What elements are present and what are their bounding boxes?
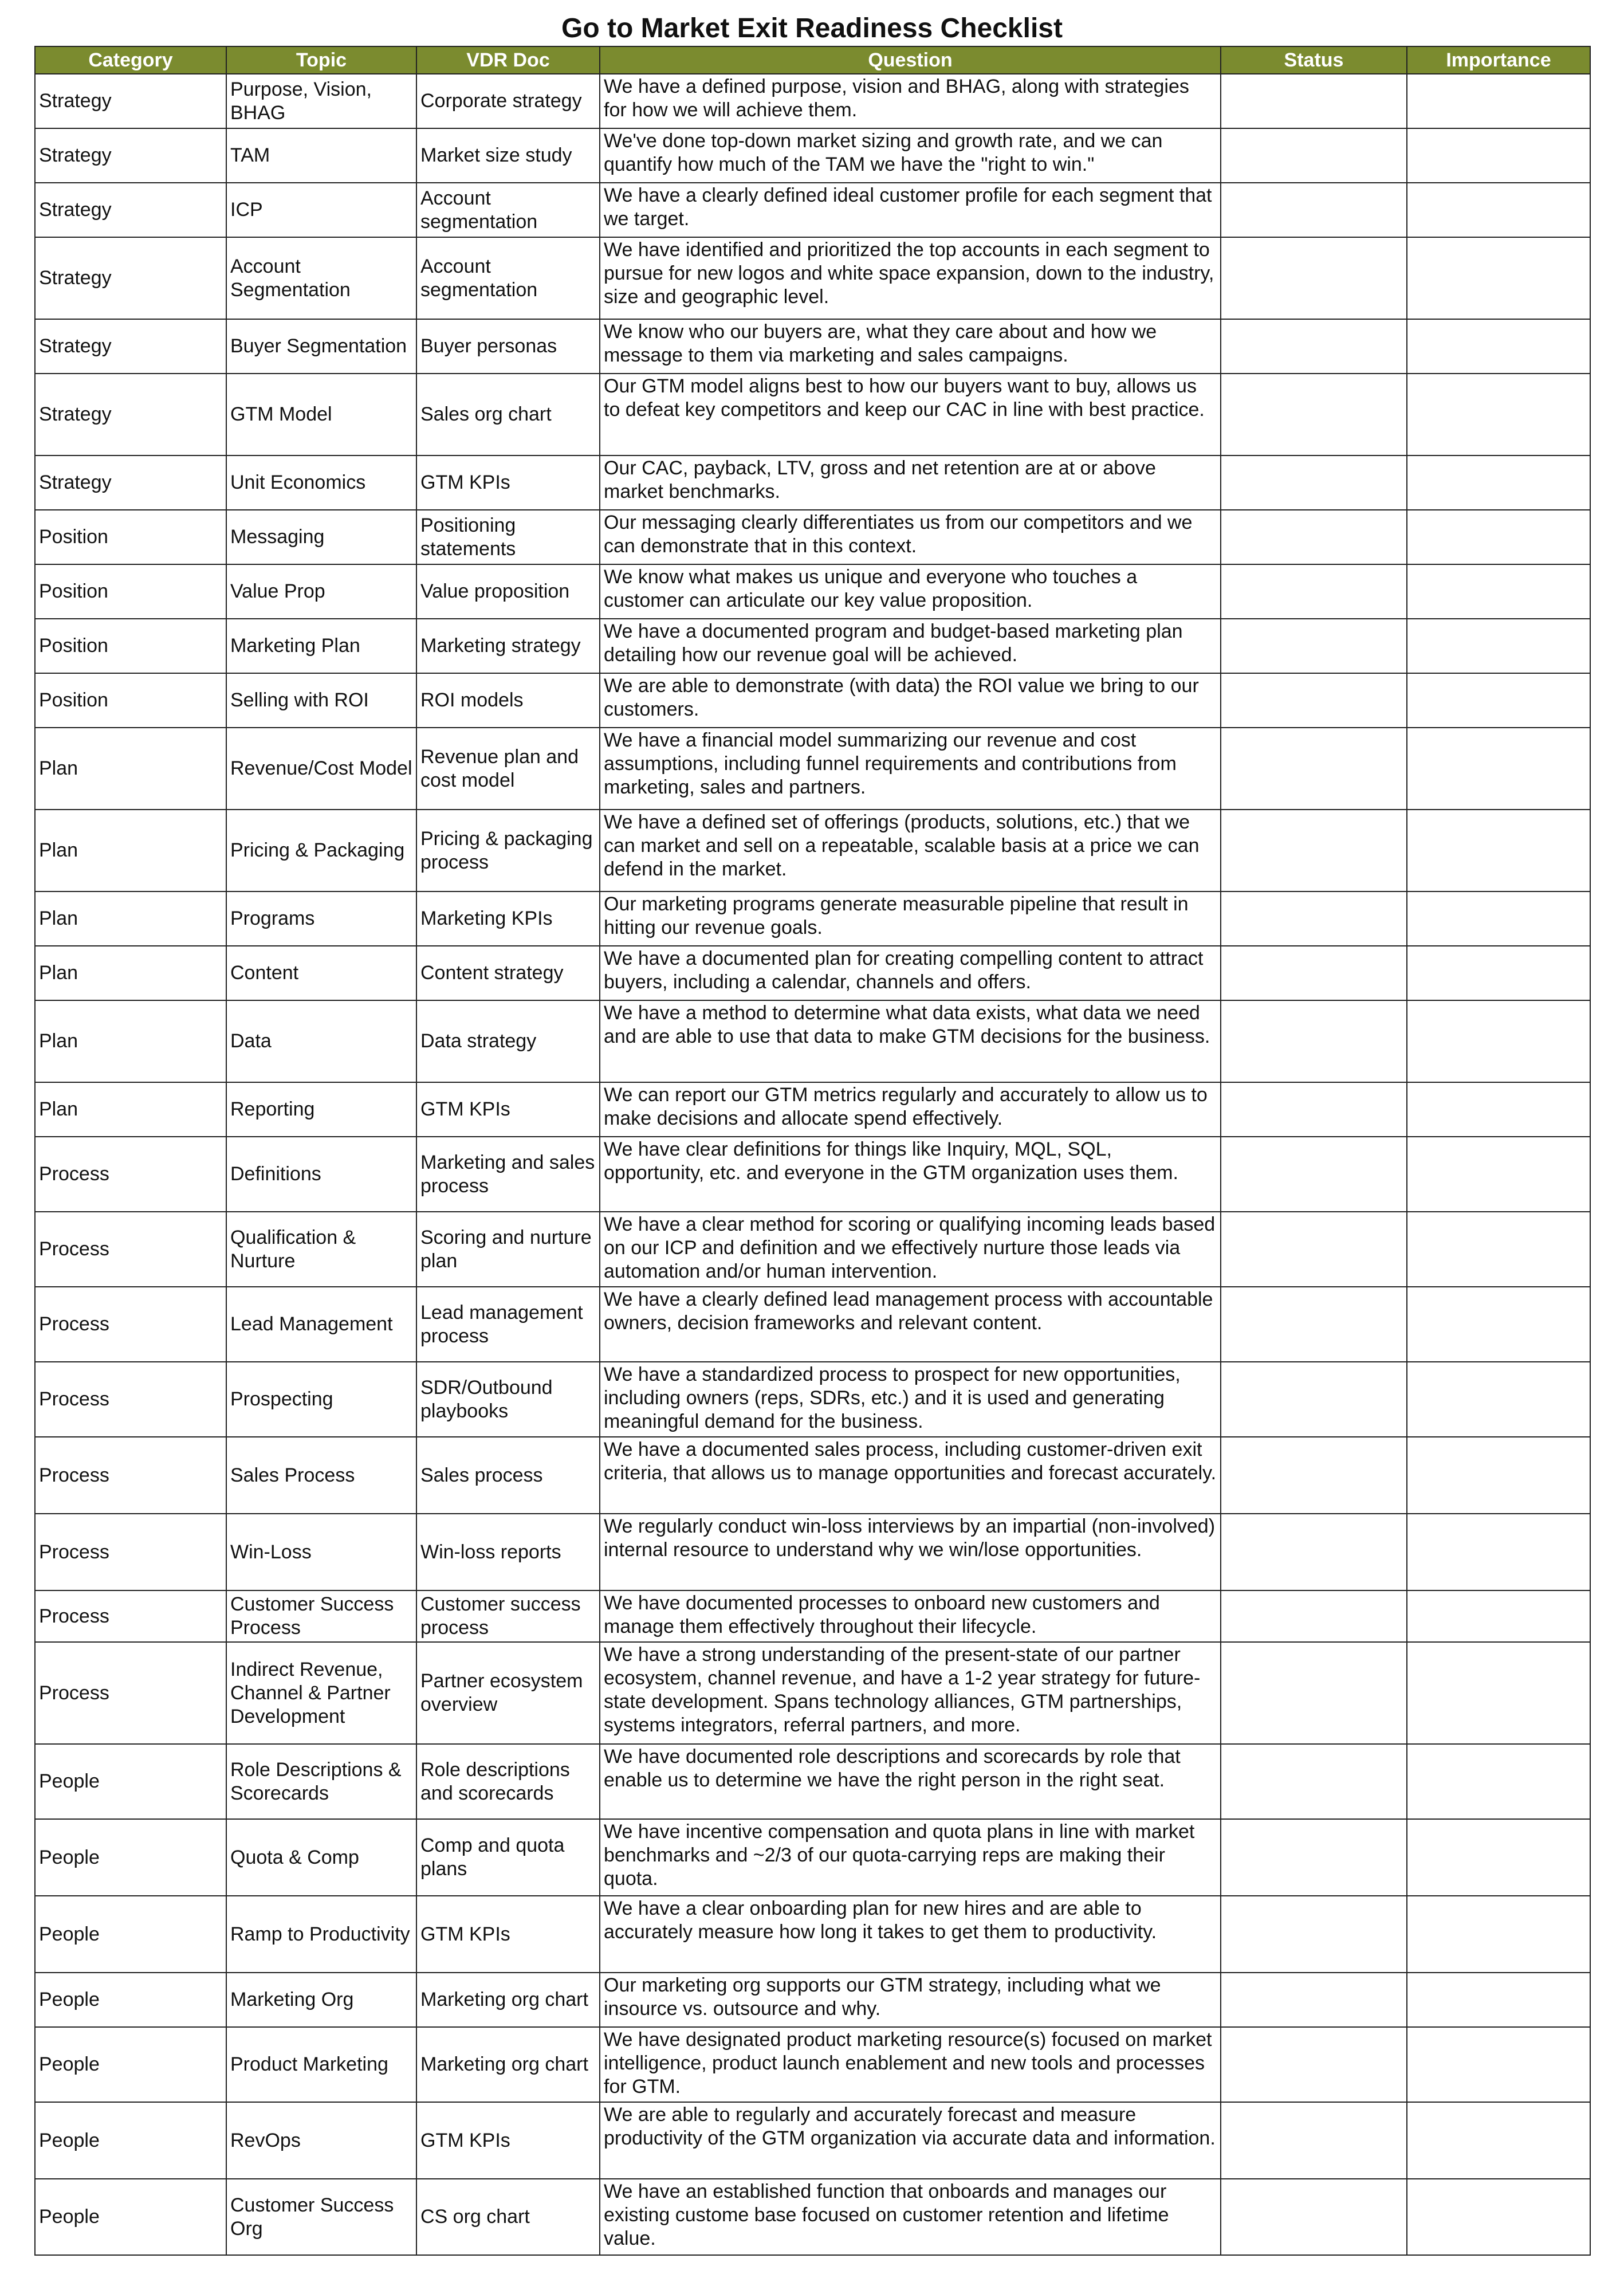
cell-category: Strategy (35, 237, 226, 319)
table-row (35, 728, 1590, 810)
table-row (35, 1590, 1590, 1642)
table-row (35, 2179, 1590, 2255)
cell-category: Strategy (35, 319, 226, 374)
cell-topic: Sales Process (226, 1437, 416, 1514)
table-row (35, 891, 1590, 946)
cell-status[interactable] (1221, 1287, 1407, 1362)
cell-status[interactable] (1221, 1896, 1407, 1973)
cell-question: We have a clearly defined lead management process with accountable owners, decision frameworks and relevant content. (600, 1287, 1221, 1362)
table-row (35, 1744, 1590, 1819)
cell-status[interactable] (1221, 946, 1407, 1000)
cell-category: Process (35, 1642, 226, 1744)
cell-category: Strategy (35, 455, 226, 510)
cell-importance[interactable] (1407, 1819, 1590, 1896)
table-row (35, 1514, 1590, 1590)
cell-category: Plan (35, 1000, 226, 1082)
cell-vdr-doc: Sales process (416, 1437, 600, 1514)
cell-status[interactable] (1221, 1082, 1407, 1137)
cell-category: Strategy (35, 128, 226, 183)
cell-category: Strategy (35, 183, 226, 237)
cell-importance[interactable] (1407, 510, 1590, 564)
cell-vdr-doc: Content strategy (416, 946, 600, 1000)
cell-importance[interactable] (1407, 455, 1590, 510)
cell-vdr-doc: Lead management process (416, 1287, 600, 1362)
cell-question: Our messaging clearly differentiates us from our competitors and we can demonstrate that in this context. (600, 510, 1221, 564)
cell-vdr-doc: Sales org chart (416, 374, 600, 455)
cell-vdr-doc: GTM KPIs (416, 1896, 600, 1973)
column-header-question: Question (600, 46, 1221, 74)
table-row (35, 1137, 1590, 1212)
cell-importance[interactable] (1407, 2102, 1590, 2179)
cell-category: Process (35, 1514, 226, 1590)
cell-vdr-doc: Scoring and nurture plan (416, 1212, 600, 1287)
cell-vdr-doc: Marketing and sales process (416, 1137, 600, 1212)
cell-vdr-doc: Market size study (416, 128, 600, 183)
table-row (35, 1437, 1590, 1514)
cell-category: People (35, 1896, 226, 1973)
cell-vdr-doc: Data strategy (416, 1000, 600, 1082)
cell-importance[interactable] (1407, 673, 1590, 728)
column-header-category: Category (35, 46, 226, 74)
cell-importance[interactable] (1407, 1212, 1590, 1287)
table-row (35, 1819, 1590, 1896)
cell-vdr-doc: Marketing org chart (416, 2027, 600, 2102)
cell-vdr-doc: CS org chart (416, 2179, 600, 2255)
cell-category: Position (35, 510, 226, 564)
cell-category: People (35, 2027, 226, 2102)
cell-category: Position (35, 564, 226, 619)
cell-category: People (35, 1973, 226, 2027)
cell-importance[interactable] (1407, 1362, 1590, 1437)
cell-category: Process (35, 1287, 226, 1362)
cell-topic: TAM (226, 128, 416, 183)
cell-question: Our GTM model aligns best to how our buyers want to buy, allows us to defeat key competitors and keep our CAC in line with best practice. (600, 374, 1221, 455)
cell-status[interactable] (1221, 1590, 1407, 1642)
cell-question: Our marketing programs generate measurable pipeline that result in hitting our revenue goals. (600, 891, 1221, 946)
cell-status[interactable] (1221, 74, 1407, 128)
cell-category: Plan (35, 810, 226, 891)
cell-importance[interactable] (1407, 891, 1590, 946)
table-body (35, 74, 1590, 2255)
table-row (35, 1287, 1590, 1362)
table-row (35, 810, 1590, 891)
column-header-vdr-doc: VDR Doc (416, 46, 600, 74)
cell-status[interactable] (1221, 2102, 1407, 2179)
cell-question: We have identified and prioritized the top accounts in each segment to pursue for new logos and white space expansion, down to the industry, size and geographic level. (600, 237, 1221, 319)
cell-importance[interactable] (1407, 1082, 1590, 1137)
table-row (35, 183, 1590, 237)
cell-question: We have clear definitions for things like Inquiry, MQL, SQL, opportunity, etc. and everyone in the GTM organization uses them. (600, 1137, 1221, 1212)
cell-status[interactable] (1221, 564, 1407, 619)
table-row (35, 510, 1590, 564)
cell-category: Position (35, 619, 226, 673)
cell-importance[interactable] (1407, 1896, 1590, 1973)
cell-topic: Messaging (226, 510, 416, 564)
cell-status[interactable] (1221, 1642, 1407, 1744)
table-row (35, 74, 1590, 128)
cell-topic: Qualification & Nurture (226, 1212, 416, 1287)
table-row (35, 455, 1590, 510)
cell-category: Process (35, 1137, 226, 1212)
cell-status[interactable] (1221, 1212, 1407, 1287)
column-header-importance: Importance (1407, 46, 1590, 74)
cell-importance[interactable] (1407, 2027, 1590, 2102)
cell-question: We have a defined set of offerings (products, solutions, etc.) that we can market and sell on a repeatable, scalable basis at a price we can defend in the market. (600, 810, 1221, 891)
cell-topic: Prospecting (226, 1362, 416, 1437)
table-row (35, 1973, 1590, 2027)
cell-question: We've done top-down market sizing and growth rate, and we can quantify how much of the TAM we have the "right to win." (600, 128, 1221, 183)
cell-question: We are able to regularly and accurately forecast and measure productivity of the GTM organization via accurate data and information. (600, 2102, 1221, 2179)
cell-question: We have designated product marketing resource(s) focused on market intelligence, product launch enablement and new tools and processes for GTM. (600, 2027, 1221, 2102)
cell-status[interactable] (1221, 237, 1407, 319)
cell-topic: Purpose, Vision, BHAG (226, 74, 416, 128)
cell-category: Strategy (35, 74, 226, 128)
cell-importance[interactable] (1407, 1137, 1590, 1212)
cell-vdr-doc: Marketing org chart (416, 1973, 600, 2027)
cell-status[interactable] (1221, 183, 1407, 237)
cell-vdr-doc: ROI models (416, 673, 600, 728)
cell-vdr-doc: Pricing & packaging process (416, 810, 600, 891)
cell-importance[interactable] (1407, 128, 1590, 183)
cell-importance[interactable] (1407, 1514, 1590, 1590)
cell-status[interactable] (1221, 2179, 1407, 2255)
column-header-topic: Topic (226, 46, 416, 74)
cell-question: We are able to demonstrate (with data) the ROI value we bring to our customers. (600, 673, 1221, 728)
cell-question: We have a clear onboarding plan for new hires and are able to accurately measure how long it takes to get them to productivity. (600, 1896, 1221, 1973)
cell-topic: Programs (226, 891, 416, 946)
cell-topic: Unit Economics (226, 455, 416, 510)
cell-question: We know what makes us unique and everyone who touches a customer can articulate our key value proposition. (600, 564, 1221, 619)
cell-topic: Quota & Comp (226, 1819, 416, 1896)
cell-vdr-doc: GTM KPIs (416, 1082, 600, 1137)
cell-question: We have an established function that onboards and manages our existing custome base focused on customer retention and lifetime value. (600, 2179, 1221, 2255)
cell-question: We have documented role descriptions and scorecards by role that enable us to determine we have the right person in the right seat. (600, 1744, 1221, 1819)
cell-vdr-doc: SDR/Outbound playbooks (416, 1362, 600, 1437)
cell-topic: Ramp to Productivity (226, 1896, 416, 1973)
table-row (35, 946, 1590, 1000)
cell-question: We regularly conduct win-loss interviews by an impartial (non-involved) internal resource to understand why we win/lose opportunities. (600, 1514, 1221, 1590)
cell-topic: Role Descriptions & Scorecards (226, 1744, 416, 1819)
table-row (35, 1362, 1590, 1437)
cell-question: Our CAC, payback, LTV, gross and net retention are at or above market benchmarks. (600, 455, 1221, 510)
table-row (35, 1212, 1590, 1287)
cell-importance[interactable] (1407, 1000, 1590, 1082)
cell-status[interactable] (1221, 455, 1407, 510)
cell-importance[interactable] (1407, 1973, 1590, 2027)
cell-question: We have incentive compensation and quota plans in line with market benchmarks and ~2/3 of our quota-carrying reps are making their quota. (600, 1819, 1221, 1896)
cell-status[interactable] (1221, 128, 1407, 183)
cell-category: Plan (35, 946, 226, 1000)
cell-question: We have documented processes to onboard new customers and manage them effectively throughout their lifecycle. (600, 1590, 1221, 1642)
cell-question: We have a financial model summarizing our revenue and cost assumptions, including funnel requirements and contributions from marketing, sales and partners. (600, 728, 1221, 810)
cell-topic: ICP (226, 183, 416, 237)
cell-topic: RevOps (226, 2102, 416, 2179)
table-row (35, 1896, 1590, 1973)
cell-status[interactable] (1221, 1000, 1407, 1082)
cell-importance[interactable] (1407, 946, 1590, 1000)
cell-vdr-doc: Account segmentation (416, 237, 600, 319)
cell-importance[interactable] (1407, 2179, 1590, 2255)
cell-vdr-doc: Positioning statements (416, 510, 600, 564)
checklist-table (34, 46, 1591, 2256)
cell-question: We have a documented plan for creating compelling content to attract buyers, including a calendar, channels and offers. (600, 946, 1221, 1000)
cell-category: Position (35, 673, 226, 728)
cell-topic: Value Prop (226, 564, 416, 619)
table-row (35, 237, 1590, 319)
cell-importance[interactable] (1407, 1744, 1590, 1819)
cell-topic: Pricing & Packaging (226, 810, 416, 891)
cell-topic: Content (226, 946, 416, 1000)
cell-question: We have a method to determine what data exists, what data we need and are able to use that data to make GTM decisions for the business. (600, 1000, 1221, 1082)
cell-category: Strategy (35, 374, 226, 455)
cell-topic: Data (226, 1000, 416, 1082)
cell-category: Plan (35, 891, 226, 946)
cell-question: We know who our buyers are, what they care about and how we message to them via marketing and sales campaigns. (600, 319, 1221, 374)
cell-vdr-doc: Value proposition (416, 564, 600, 619)
cell-vdr-doc: Buyer personas (416, 319, 600, 374)
cell-status[interactable] (1221, 510, 1407, 564)
table-row (35, 2027, 1590, 2102)
cell-vdr-doc: Revenue plan and cost model (416, 728, 600, 810)
cell-topic: Revenue/Cost Model (226, 728, 416, 810)
cell-status[interactable] (1221, 1437, 1407, 1514)
cell-vdr-doc: GTM KPIs (416, 455, 600, 510)
checklist-sheet (34, 11, 1590, 2256)
cell-vdr-doc: Comp and quota plans (416, 1819, 600, 1896)
cell-category: People (35, 1819, 226, 1896)
table-row (35, 673, 1590, 728)
cell-question: We have a documented program and budget-based marketing plan detailing how our revenue goal will be achieved. (600, 619, 1221, 673)
cell-status[interactable] (1221, 673, 1407, 728)
cell-status[interactable] (1221, 1819, 1407, 1896)
cell-status[interactable] (1221, 1137, 1407, 1212)
cell-category: Process (35, 1212, 226, 1287)
cell-status[interactable] (1221, 2027, 1407, 2102)
cell-category: Plan (35, 728, 226, 810)
table-row (35, 128, 1590, 183)
cell-category: Process (35, 1362, 226, 1437)
table-row (35, 564, 1590, 619)
cell-vdr-doc: Marketing strategy (416, 619, 600, 673)
cell-status[interactable] (1221, 619, 1407, 673)
page-title: Go to Market Exit Readiness Checklist (561, 13, 1063, 44)
cell-status[interactable] (1221, 1514, 1407, 1590)
cell-vdr-doc: Customer success process (416, 1590, 600, 1642)
cell-vdr-doc: GTM KPIs (416, 2102, 600, 2179)
cell-vdr-doc: Partner ecosystem overview (416, 1642, 600, 1744)
cell-importance[interactable] (1407, 1437, 1590, 1514)
cell-question: We have a standardized process to prospect for new opportunities, including owners (reps, SDRs, etc.) and it is used and generating meaningful demand for the business. (600, 1362, 1221, 1437)
cell-question: We have a clear method for scoring or qualifying incoming leads based on our ICP and definition and we effectively nurture those leads via automation and/or human intervention. (600, 1212, 1221, 1287)
cell-vdr-doc: Role descriptions and scorecards (416, 1744, 600, 1819)
cell-topic: Customer Success Org (226, 2179, 416, 2255)
cell-category: Plan (35, 1082, 226, 1137)
header-row (35, 46, 1590, 74)
cell-importance[interactable] (1407, 619, 1590, 673)
cell-status[interactable] (1221, 810, 1407, 891)
cell-vdr-doc: Account segmentation (416, 183, 600, 237)
cell-status[interactable] (1221, 319, 1407, 374)
cell-importance[interactable] (1407, 74, 1590, 128)
table-row (35, 1082, 1590, 1137)
cell-topic: Buyer Segmentation (226, 319, 416, 374)
cell-topic: Win-Loss (226, 1514, 416, 1590)
cell-category: People (35, 1744, 226, 1819)
cell-status[interactable] (1221, 728, 1407, 810)
table-row (35, 319, 1590, 374)
cell-question: We have a strong understanding of the present-state of our partner ecosystem, channel revenue, and have a 1-2 year strategy for future-state development. Spans technology alliances, GTM partnerships, systems integrators, referral partners, and more. (600, 1642, 1221, 1744)
cell-topic: Marketing Plan (226, 619, 416, 673)
column-header-status: Status (1221, 46, 1407, 74)
cell-importance[interactable] (1407, 728, 1590, 810)
cell-topic: Product Marketing (226, 2027, 416, 2102)
cell-category: Process (35, 1590, 226, 1642)
cell-importance[interactable] (1407, 374, 1590, 455)
cell-topic: Definitions (226, 1137, 416, 1212)
cell-category: People (35, 2102, 226, 2179)
cell-topic: Customer Success Process (226, 1590, 416, 1642)
cell-importance[interactable] (1407, 183, 1590, 237)
table-row (35, 2102, 1590, 2179)
table-row (35, 1000, 1590, 1082)
cell-importance[interactable] (1407, 810, 1590, 891)
cell-importance[interactable] (1407, 237, 1590, 319)
cell-vdr-doc: Corporate strategy (416, 74, 600, 128)
cell-question: We have a documented sales process, including customer-driven exit criteria, that allows us to manage opportunities and forecast accurately. (600, 1437, 1221, 1514)
table-row (35, 1642, 1590, 1744)
cell-question: We have a clearly defined ideal customer profile for each segment that we target. (600, 183, 1221, 237)
cell-importance[interactable] (1407, 319, 1590, 374)
cell-status[interactable] (1221, 374, 1407, 455)
cell-topic: Indirect Revenue, Channel & Partner Development (226, 1642, 416, 1744)
cell-status[interactable] (1221, 891, 1407, 946)
cell-importance[interactable] (1407, 564, 1590, 619)
cell-status[interactable] (1221, 1744, 1407, 1819)
cell-topic: Account Segmentation (226, 237, 416, 319)
cell-category: People (35, 2179, 226, 2255)
table-row (35, 619, 1590, 673)
cell-question: Our marketing org supports our GTM strategy, including what we insource vs. outsource and why. (600, 1973, 1221, 2027)
cell-importance[interactable] (1407, 1642, 1590, 1744)
cell-topic: Selling with ROI (226, 673, 416, 728)
cell-vdr-doc: Win-loss reports (416, 1514, 600, 1590)
cell-importance[interactable] (1407, 1590, 1590, 1642)
cell-topic: Reporting (226, 1082, 416, 1137)
cell-status[interactable] (1221, 1973, 1407, 2027)
cell-topic: GTM Model (226, 374, 416, 455)
table-row (35, 374, 1590, 455)
cell-question: We have a defined purpose, vision and BHAG, along with strategies for how we will achieve them. (600, 74, 1221, 128)
cell-category: Process (35, 1437, 226, 1514)
cell-importance[interactable] (1407, 1287, 1590, 1362)
cell-vdr-doc: Marketing KPIs (416, 891, 600, 946)
cell-topic: Lead Management (226, 1287, 416, 1362)
cell-topic: Marketing Org (226, 1973, 416, 2027)
cell-question: We can report our GTM metrics regularly and accurately to allow us to make decisions and allocate spend effectively. (600, 1082, 1221, 1137)
cell-status[interactable] (1221, 1362, 1407, 1437)
